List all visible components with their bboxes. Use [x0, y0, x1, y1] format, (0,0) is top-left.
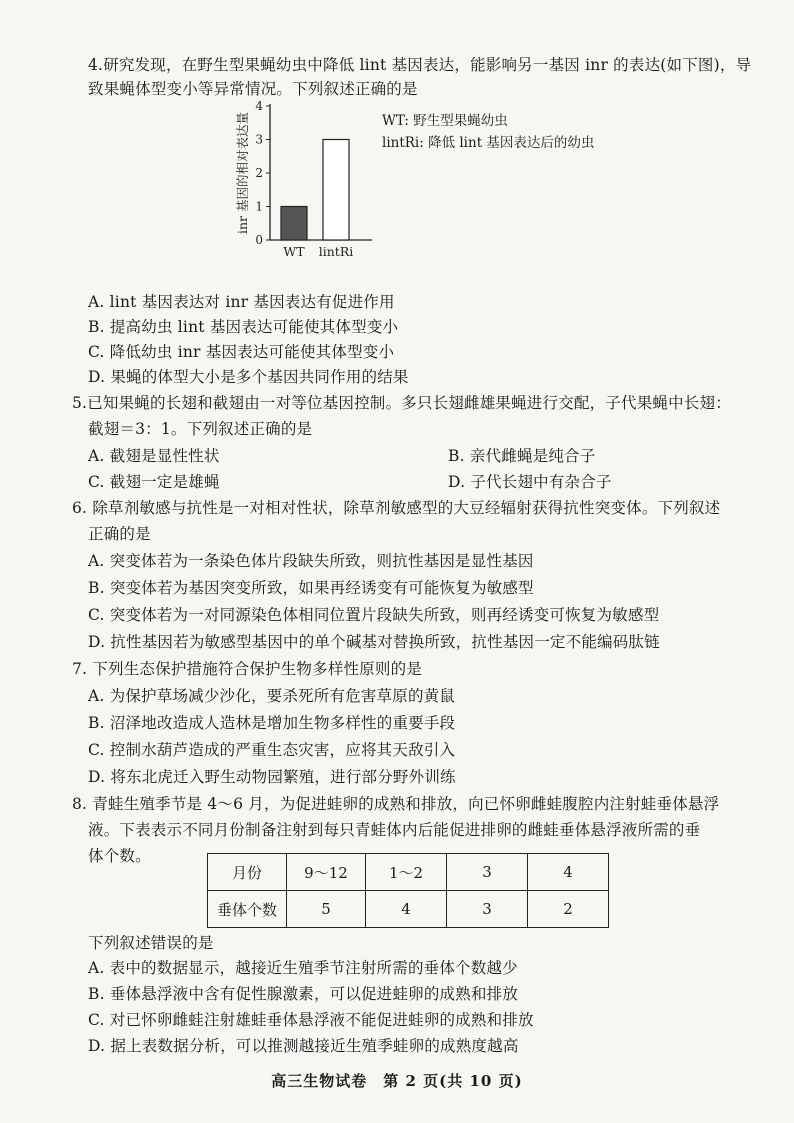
q4-option-c: C. 降低幼虫 inr 基因表达可能使其体型变小 [88, 343, 395, 361]
q7-stem-line1: 7. 下列生态保护措施符合保护生物多样性原则的是 [72, 660, 423, 678]
x-tick-label: lintRi [318, 244, 354, 259]
q5-option-a: A. 截翅是显性性状 [88, 447, 220, 465]
q6-option-b: B. 突变体若为基因突变所致，如果再经诱变有可能恢复为敏感型 [88, 579, 534, 597]
q4-option-a: A. lint 基因表达对 inr 基因表达有促进作用 [88, 293, 395, 311]
q5-stem-line2: 截翅＝3：1。下列叙述正确的是 [88, 420, 313, 438]
x-tick-label: WT [283, 244, 305, 259]
q5-stem-line1: 5.已知果蝇的长翅和截翅由一对等位基因控制。多只长翅雌雄果蝇进行交配，子代果蝇中长翅： [72, 394, 731, 412]
table-cell: 9～12 [287, 854, 366, 891]
q7-option-d: D. 将东北虎迁入野生动物园繁殖，进行部分野外训练 [88, 768, 456, 786]
table-cell: 3 [447, 854, 528, 891]
table-cell: 4 [528, 854, 609, 891]
table-row-months [208, 854, 609, 891]
table-cell: 5 [287, 891, 366, 928]
q6-option-d: D. 抗性基因若为敏感型基因中的单个碱基对替换所致，抗性基因一定不能编码肽链 [88, 633, 660, 651]
page-footer: 高三生物试卷 第 2 页(共 10 页) [271, 1072, 523, 1090]
q8-stem-line3: 体个数。 [88, 847, 151, 865]
q5-option-c: C. 截翅一定是雄蝇 [88, 473, 220, 491]
q8-stem-line1: 8. 青蛙生殖季节是 4～6 月，为促进蛙卵的成熟和排放，向已怀卵雌蛙腹腔内注射蛙垂体悬浮 [72, 795, 720, 813]
legend-lintri: lintRi: 降低 lint 基因表达后的幼虫 [382, 135, 595, 151]
table-cell: 2 [528, 891, 609, 928]
q8-question: 下列叙述错误的是 [88, 934, 214, 952]
y-tick-label: 1 [255, 199, 263, 214]
q7-option-c: C. 控制水葫芦造成的严重生态灾害，应将其天敌引入 [88, 741, 456, 759]
q8-option-b: B. 垂体悬浮液中含有促性腺激素，可以促进蛙卵的成熟和排放 [88, 985, 519, 1003]
q7-option-a: A. 为保护草场减少沙化，要杀死所有危害草原的黄鼠 [88, 687, 456, 705]
legend-wt: WT: 野生型果蝇幼虫 [382, 113, 508, 129]
q5-option-d: D. 子代长翅中有杂合子 [448, 473, 612, 491]
y-tick-label: 0 [255, 233, 263, 247]
table-row-counts [208, 891, 609, 928]
q4-option-b: B. 提高幼虫 lint 基因表达可能使其体型变小 [88, 318, 399, 336]
q4-option-d: D. 果蝇的体型大小是多个基因共同作用的结果 [88, 368, 409, 386]
q6-stem-line2: 正确的是 [88, 525, 151, 543]
q4-stem-line1: 4.研究发现，在野生型果蝇幼虫中降低 lint 基因表达，能影响另一基因 inr 的表达(如下图)，导 [88, 56, 752, 74]
q6-option-c: C. 突变体若为一对同源染色体相同位置片段缺失所致，则再经诱变可恢复为敏感型 [88, 606, 660, 624]
table-cell: 3 [447, 891, 528, 928]
bar-lintri [323, 140, 349, 241]
table-header-count: 垂体个数 [208, 891, 287, 928]
q6-stem-line1: 6. 除草剂敏感与抗性是一对相对性状，除草剂敏感型的大豆经辐射获得抗性突变体。下列叙述 [72, 499, 721, 517]
table-cell: 4 [366, 891, 447, 928]
q8-data-table [207, 853, 609, 928]
q8-option-c: C. 对已怀卵雌蛙注射雄蛙垂体悬浮液不能促进蛙卵的成熟和排放 [88, 1011, 534, 1029]
q7-option-b: B. 沼泽地改造成人造林是增加生物多样性的重要手段 [88, 714, 456, 732]
q6-option-a: A. 突变体若为一条染色体片段缺失所致，则抗性基因是显性基因 [88, 552, 534, 570]
q4-stem-line2: 致果蝇体型变小等异常情况。下列叙述正确的是 [88, 80, 418, 98]
y-tick-label: 4 [255, 99, 263, 113]
y-tick-label: 3 [255, 132, 263, 147]
y-axis-label: inr 基因的相对表达量 [235, 112, 250, 234]
inr-expression-chart [232, 98, 612, 270]
y-tick-label: 2 [255, 166, 263, 180]
table-cell: 1～2 [366, 854, 447, 891]
q8-option-a: A. 表中的数据显示，越接近生殖季节注射所需的垂体个数越少 [88, 959, 518, 977]
q5-option-b: B. 亲代雌蝇是纯合子 [448, 447, 596, 465]
bar-wt [281, 207, 307, 241]
q8-option-d: D. 据上表数据分析，可以推测越接近生殖季蛙卵的成熟度越高 [88, 1037, 519, 1055]
table-header-month: 月份 [208, 854, 287, 891]
q8-stem-line2: 液。下表表示不同月份制备注射到每只青蛙体内后能促进排卵的雌蛙垂体悬浮液所需的垂 [88, 821, 701, 839]
